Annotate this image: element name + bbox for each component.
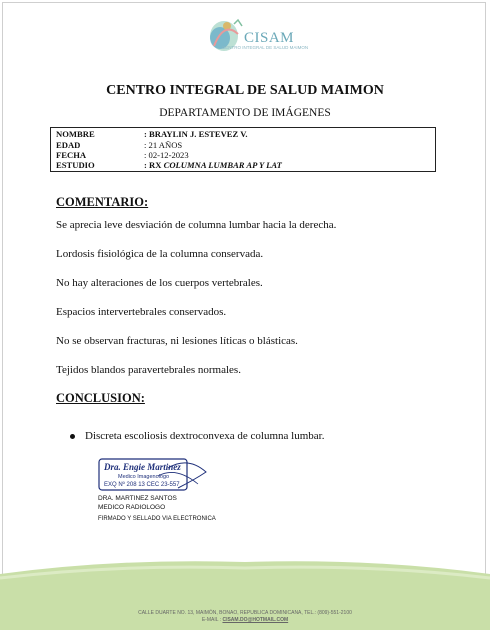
patient-info-box <box>50 127 436 172</box>
comment-line: No hay alteraciones de los cuerpos vertebrales. <box>56 277 263 289</box>
signature-doctor: DRA. MARTINEZ SANTOS <box>98 495 177 502</box>
document-title: CENTRO INTEGRAL DE SALUD MAIMON <box>106 83 384 98</box>
comment-line: Tejidos blandos paravertebrales normales. <box>56 364 241 376</box>
age-value: : 21 AÑOS <box>144 140 183 150</box>
date-value: : 02-12-2023 <box>144 150 189 160</box>
name-value: : BRAYLIN J. ESTEVEZ V. <box>144 129 248 139</box>
comment-line: Lordosis fisiológica de la columna conservada. <box>56 248 264 260</box>
signature-note: FIRMADO Y SELLADO VIA ELECTRONICA <box>98 516 216 522</box>
age-label: EDAD <box>56 140 81 150</box>
department-name: DEPARTAMENTO DE IMÁGENES <box>159 107 331 119</box>
stamp-doctor-name: Dra. Engie Martinez <box>104 462 181 472</box>
footer-email-label: E-MAIL : <box>201 617 222 623</box>
signature-title: MEDICO RADIOLOGO <box>98 504 166 511</box>
comment-line: Espacios intervertebrales conservados. <box>56 306 227 318</box>
conclusion-heading: CONCLUSION: <box>56 391 145 405</box>
conclusion-item: Discreta escoliosis dextroconvexa de columna lumbar. <box>85 430 325 442</box>
comment-line: Se aprecia leve desviación de columna lumbar hacia la derecha. <box>56 219 337 231</box>
comment-line: No se observan fracturas, ni lesiones líticas o blásticas. <box>56 335 298 347</box>
bullet-icon <box>70 434 75 439</box>
name-label: NOMBRE <box>56 129 95 139</box>
study-label: ESTUDIO <box>56 160 95 170</box>
study-value <box>144 160 282 170</box>
comment-heading: COMENTARIO: <box>56 195 149 209</box>
date-label: FECHA <box>56 150 87 160</box>
footer-email[interactable]: CISAM.DO@HOTMAIL.COM <box>222 617 289 623</box>
stamp-role: Medico Imagenologo <box>118 474 170 480</box>
logo-subtitle: CENTRO INTEGRAL DE SALUD MAIMON <box>222 45 309 50</box>
footer-email-line <box>0 617 490 623</box>
stamp-exequatur: EXQ Nº 208 13 CEC 23-557 <box>104 482 180 488</box>
logo-name: CISAM <box>244 30 295 46</box>
study-prefix: : RX <box>144 160 162 170</box>
footer-address: CALLE DUARTE NO. 13, MAIMÓN, BONAO, REPUBLICA DOMINICANA, TEL.: (809)-551-2100 <box>138 610 352 616</box>
study-name: COLUMNA LUMBAR AP Y LAT <box>163 160 282 170</box>
